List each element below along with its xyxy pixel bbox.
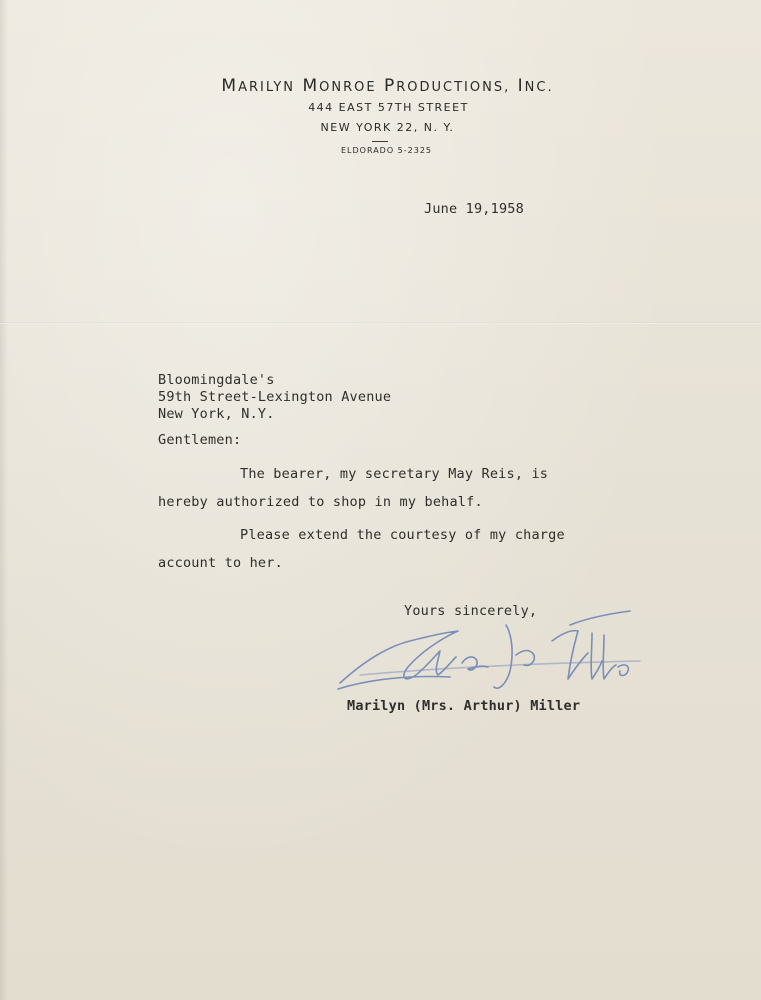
- recipient-line-1: Bloomingdale's: [158, 372, 275, 388]
- body-line-2: hereby authorized to shop in my behalf.: [158, 494, 483, 510]
- paper-fold-line: [0, 322, 761, 324]
- body-line-1: The bearer, my secretary May Reis, is: [240, 466, 549, 482]
- company-word-3: PRODUCTIONS,: [383, 76, 511, 96]
- body-line-3: Please extend the courtesy of my charge: [240, 527, 565, 543]
- recipient-line-3: New York, N.Y.: [158, 406, 275, 422]
- company-word-1: MARILYN: [221, 76, 296, 96]
- salutation: Gentlemen:: [158, 432, 242, 448]
- handwritten-signature: [330, 605, 650, 700]
- body-line-4: account to her.: [158, 555, 283, 571]
- company-word-4: INC.: [517, 76, 554, 96]
- recipient-line-2: 59th Street-Lexington Avenue: [158, 389, 392, 405]
- letterhead-divider: [372, 141, 388, 142]
- closing: Yours sincerely,: [404, 603, 538, 619]
- letterhead-phone: ELDORADO 5-2325: [340, 146, 432, 155]
- letter-date: June 19,1958: [424, 201, 524, 217]
- company-word-2: MONROE: [302, 76, 377, 96]
- letterhead-company-name: [7, 76, 761, 96]
- letterhead-address-city: NEW YORK 22, N. Y.: [320, 121, 455, 134]
- letterhead-address-street: 444 EAST 57TH STREET: [308, 101, 469, 114]
- typed-signature: Marilyn (Mrs. Arthur) Miller: [347, 698, 581, 714]
